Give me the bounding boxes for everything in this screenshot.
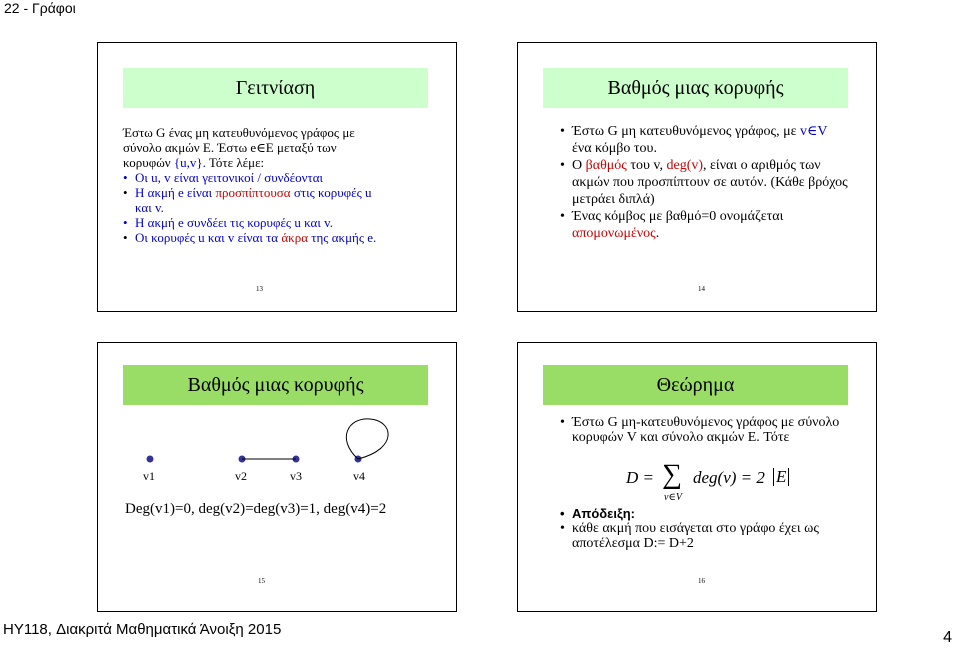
label-v4: v4	[353, 469, 365, 483]
formula-edge-set: E	[773, 468, 789, 486]
sum-subscript: v∈V	[664, 492, 682, 503]
loop-edge-v4	[346, 419, 388, 459]
degree-summary: Deg(v1)=0, deg(v2)=deg(v3)=1, deg(v4)=2	[125, 501, 387, 517]
label-v1: v1	[143, 469, 155, 483]
document-footer: HY118, Διακριτά Μαθηματικά Άνοιξη 2015	[3, 621, 282, 638]
bullet-connects: • Η ακμή e συνδέει τις κορυφές u και v.	[123, 215, 383, 230]
bullet-isolated: • Ένας κόμβος με βαθμό=0 ονομάζεται απομονωμένος.	[560, 208, 850, 242]
slide-14	[517, 42, 877, 312]
bullet-theorem: • Έστω G μη-κατευθυνόμενος γράφος με σύνολο κορυφών V και σύνολο ακμών E. Τότε	[560, 415, 855, 445]
page-number: 4	[943, 629, 952, 646]
slide-15	[97, 342, 457, 612]
slide-body	[123, 125, 383, 245]
slide-13	[97, 42, 457, 312]
slide-title: Βαθμός μιας κορυφής	[543, 68, 848, 108]
slide-number: 14	[698, 285, 705, 293]
document-header: 22 - Γράφοι	[4, 0, 76, 16]
label-v2: v2	[235, 469, 247, 483]
bullet-proof: • κάθε ακμή που εισάγεται στο γράφο έχει ως αποτέλεσμα D:= D+2	[560, 521, 855, 551]
slide-number: 13	[256, 285, 263, 293]
proof-block	[560, 506, 855, 551]
slide-number: 16	[698, 577, 705, 585]
label-v3: v3	[290, 469, 302, 483]
bullet-vertex: • Έστω G μη κατευθυνόμενος γράφος, με v∈V ένα κόμβο του.	[560, 123, 850, 157]
bullet-endpoints: • Οι κορυφές u και v είναι τα άκρα της ακμής e.	[123, 230, 383, 245]
slide-16	[517, 342, 877, 612]
graph-diagram	[98, 413, 458, 563]
bullet-degree: • Ο βαθμός του v, deg(v), είναι ο αριθμός των ακμών που προσπίπτουν σε αυτόν. (Κάθε βρόχος μετράει διπλά)	[560, 157, 850, 208]
formula-left: D =	[626, 468, 654, 487]
formula-middle: deg(v) = 2	[693, 468, 765, 487]
slide-title: Βαθμός μιας κορυφής	[123, 365, 428, 405]
slide-title: Θεώρημα	[543, 365, 848, 405]
slide-title: Γειτνίαση	[123, 68, 428, 108]
slide-body	[560, 123, 850, 242]
vertex-v1	[147, 456, 154, 463]
slide-number: 15	[258, 577, 265, 585]
intro-text: Έστω G ένας μη κατευθυνόμενος γράφος με σύνολο ακμών E. Έστω e∈E μεταξύ των κορυφών {u,v}. Τότε λέμε:	[123, 125, 355, 170]
proof-label: • Απόδειξη:	[560, 506, 855, 521]
sum-symbol: ∑	[662, 459, 682, 490]
slide-body	[560, 415, 855, 445]
bullet-incident: • Η ακμή e είναι προσπίπτουσα στις κορυφές u και v.	[123, 185, 383, 215]
bullet-adjacent: • Οι u, v είναι γειτονικοί / συνδέονται	[123, 170, 383, 185]
